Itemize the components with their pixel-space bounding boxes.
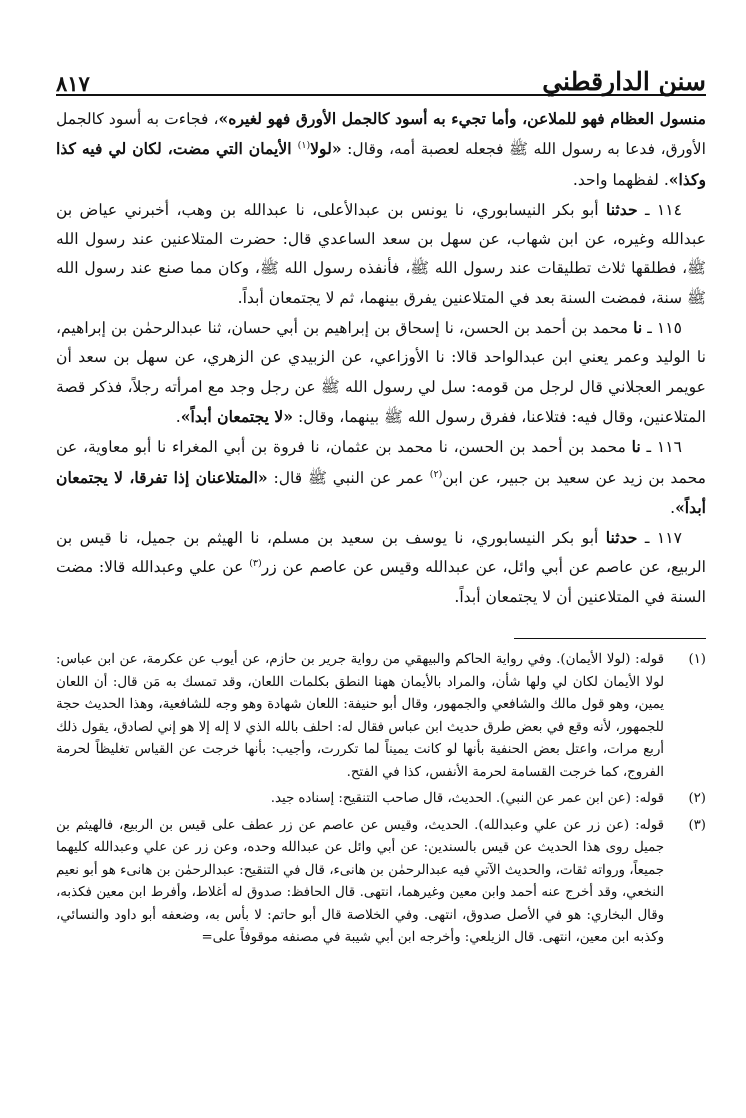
footnote-body (56, 815, 664, 950)
narration-text: . (175, 407, 181, 426)
footnote-number: (٣) (688, 817, 706, 833)
narration-text: . (670, 498, 676, 517)
book-title: سنن الدارقطني (542, 67, 706, 96)
page-number: ٨١٧ (56, 71, 90, 96)
footnote (56, 649, 706, 784)
hadith-117 (56, 523, 706, 612)
hadith-lead: حدثنا (605, 528, 638, 548)
prophetic-saying: «المتلاعنان إذا تفرقا، لا يجتمعان أبداً» (56, 467, 706, 517)
narration-text: عمر عن النبي ﷺ قال: (267, 468, 430, 487)
footnote-body (56, 649, 664, 784)
narration-text: ، فجاءت به أسود كالجمل الأورق، فدعا به رسول الله ﷺ فجعله لعصبة أمه، وقال: (56, 110, 706, 159)
footnote-number: (١) (688, 652, 706, 668)
footnotes (56, 649, 706, 950)
footnote-ref[interactable]: (٣) (249, 558, 262, 570)
hadith-115 (56, 313, 706, 432)
footnote (56, 788, 706, 811)
hadith-lead: نا (631, 437, 641, 457)
footnote-number: (٢) (688, 791, 706, 807)
footnote (56, 815, 706, 950)
hadith-number: ١١٦ ـ (640, 438, 682, 457)
hadith-116 (56, 432, 706, 523)
prophetic-saying: «لا يجتمعان أبداً» (180, 406, 294, 426)
hadith-lead: نا (633, 318, 643, 338)
narration-text: محمد بن أحمد بن الحسن، نا محمد بن عثمان، نا فروة بن أبي المغراء نا أبو معاوية، عن محمد بن زيد عن سعيد بن جبير، عن ابن (56, 438, 706, 487)
prophetic-saying: «لولا (310, 139, 342, 159)
narration-text: محمد بن أحمد بن الحسن، نا إسحاق بن إبراهيم بن أبي حسان، ثنا عبدالرحمٰن بن إبراهيم، نا الوليد وعمر يعني ابن عبدالواحد قالا: نا الأوزاعي، عن الزبيدي عن الزهري، عن سهل بن سعد أن عويمر العجلاني قال لرجل من قومه: سل لي رسول الله ﷺ عن رجل وجد مع امرأته رجلاً، فذكر قصة المتلاعنين، وقال فيه: فتلاعنا، ففرق رسول الله ﷺ بينهما، وقال: (56, 319, 706, 426)
hadith-lead: حدثنا (605, 199, 638, 219)
narration-text: عن علي وعبدالله قالا: مضت السنة في المتلاعنين أن لا يجتمعان أبداً. (56, 558, 706, 606)
hadith-number: ١١٤ ـ (637, 200, 682, 219)
main-text (56, 104, 706, 612)
hadith-114 (56, 195, 706, 313)
footnote-text: قوله: (عن زر عن علي وعبدالله). الحديث، وقيس عن عاصم عن زر عطف على قيس بن الربيع، فالهيثم بن جميل روى هذا الحديث عن قيس بالسندين: عن أبي وائل عن عبدالله وحده، وعن زر عن علي وعبدالله كليهما جميعاً، ورواته ثقات، والحديث الآتي فيه عبدالرحمٰن بن هانىء، قال في التنقيح: عبدالرحمٰن بن هانىء هو أبو نعيم النخعي، وقد أخرج عنه أحمد وابن معين وغيرهما، انتهى. قال الحافظ: صدوق له أغلاط، وأفرط ابن معين فكذبه، وقال البخاري: هو في الأصل صدوق، انتهى. وفي الخلاصة قال أبو حاتم: لا بأس به، وضعفه أبو داود والنسائي، وكذبه ابن معين، انتهى. قال الزيلعي: وأخرجه ابن أبي شيبة في مصنفه موقوفاً على= (56, 817, 664, 946)
narration-text: أبو بكر النيسابوري، نا يونس بن عبدالأعلى، نا عبدالله بن وهب، أخبرني عياض بن عبدالله وغيره، عن ابن شهاب، عن سهل بن سعد الساعدي قال: حضرت المتلاعنين عند رسول الله ﷺ، فطلقها ثلاث تطليقات عند رسول الله ﷺ، فأنفذه رسول الله ﷺ، وكان مما صنع عند رسول الله ﷺ سنة، فمضت السنة بعد في المتلاعنين يفرق بينهما، ثم لا يجتمعان أبداً. (56, 200, 706, 307)
footnote-text: قوله: (عن ابن عمر عن النبي). الحديث، قال صاحب التنقيح: إسناده جيد. (270, 791, 664, 807)
footnote-ref[interactable]: (١) (297, 140, 311, 152)
footnote-body (56, 788, 664, 811)
running-header (56, 52, 706, 96)
hadith-continuation (56, 104, 706, 195)
prophetic-saying: منسول العظام فهو للملاعن، وأما تجيء به أسود كالجمل الأورق فهو لغيره» (218, 109, 707, 128)
footnote-text: قوله: (لولا الأيمان). وفي رواية الحاكم والبيهقي من رواية جرير بن حازم، عن أيوب عن عكرمة، عن ابن عباس: لولا الأيمان لكان لي ولها شأن، والمراد بالأيمان ههنا النطق بكلمات اللعان، وقد تمسك به مَن قال: أن اللعان يمين، وهو قول مالك والشافعي والجمهور، وقال أبو حنيفة: اللعان شهادة وهو وجه للشافعية، وهذا الحديث حجة للجمهور، لأنه وقع في بعض طرق حديث ابن عباس فقال له: احلف بالله الذي لا إله إلا هو إني لصادق، يقول ذلك أربع مرات، واعتل بعض الحنفية بأنها لو كانت يميناً لما تكررت، وأجيب: بأنها خرجت عن القياس تغليظاً لحرمة الفروج، كما خرجت القسامة لحرمة الأنفس، كذا في الفتح. (56, 652, 664, 780)
hadith-number: ١١٧ ـ (637, 529, 682, 548)
narration-text: أبو بكر النيسابوري، نا يوسف بن سعيد بن مسلم، نا الهيثم بن جميل، نا قيس بن الربيع، عن عاصم عن أبي وائل، عن عبدالله وقيس عن عاصم عن زر (56, 529, 707, 577)
footnote-separator (514, 638, 706, 639)
hadith-number: ١١٥ ـ (642, 319, 682, 338)
prophetic-saying: الأيمان التي مضت، لكان لي فيه كذا وكذا» (56, 139, 706, 189)
footnote-ref[interactable]: (٢) (429, 468, 443, 480)
narration-text: . لفظهما واحد. (572, 170, 669, 189)
